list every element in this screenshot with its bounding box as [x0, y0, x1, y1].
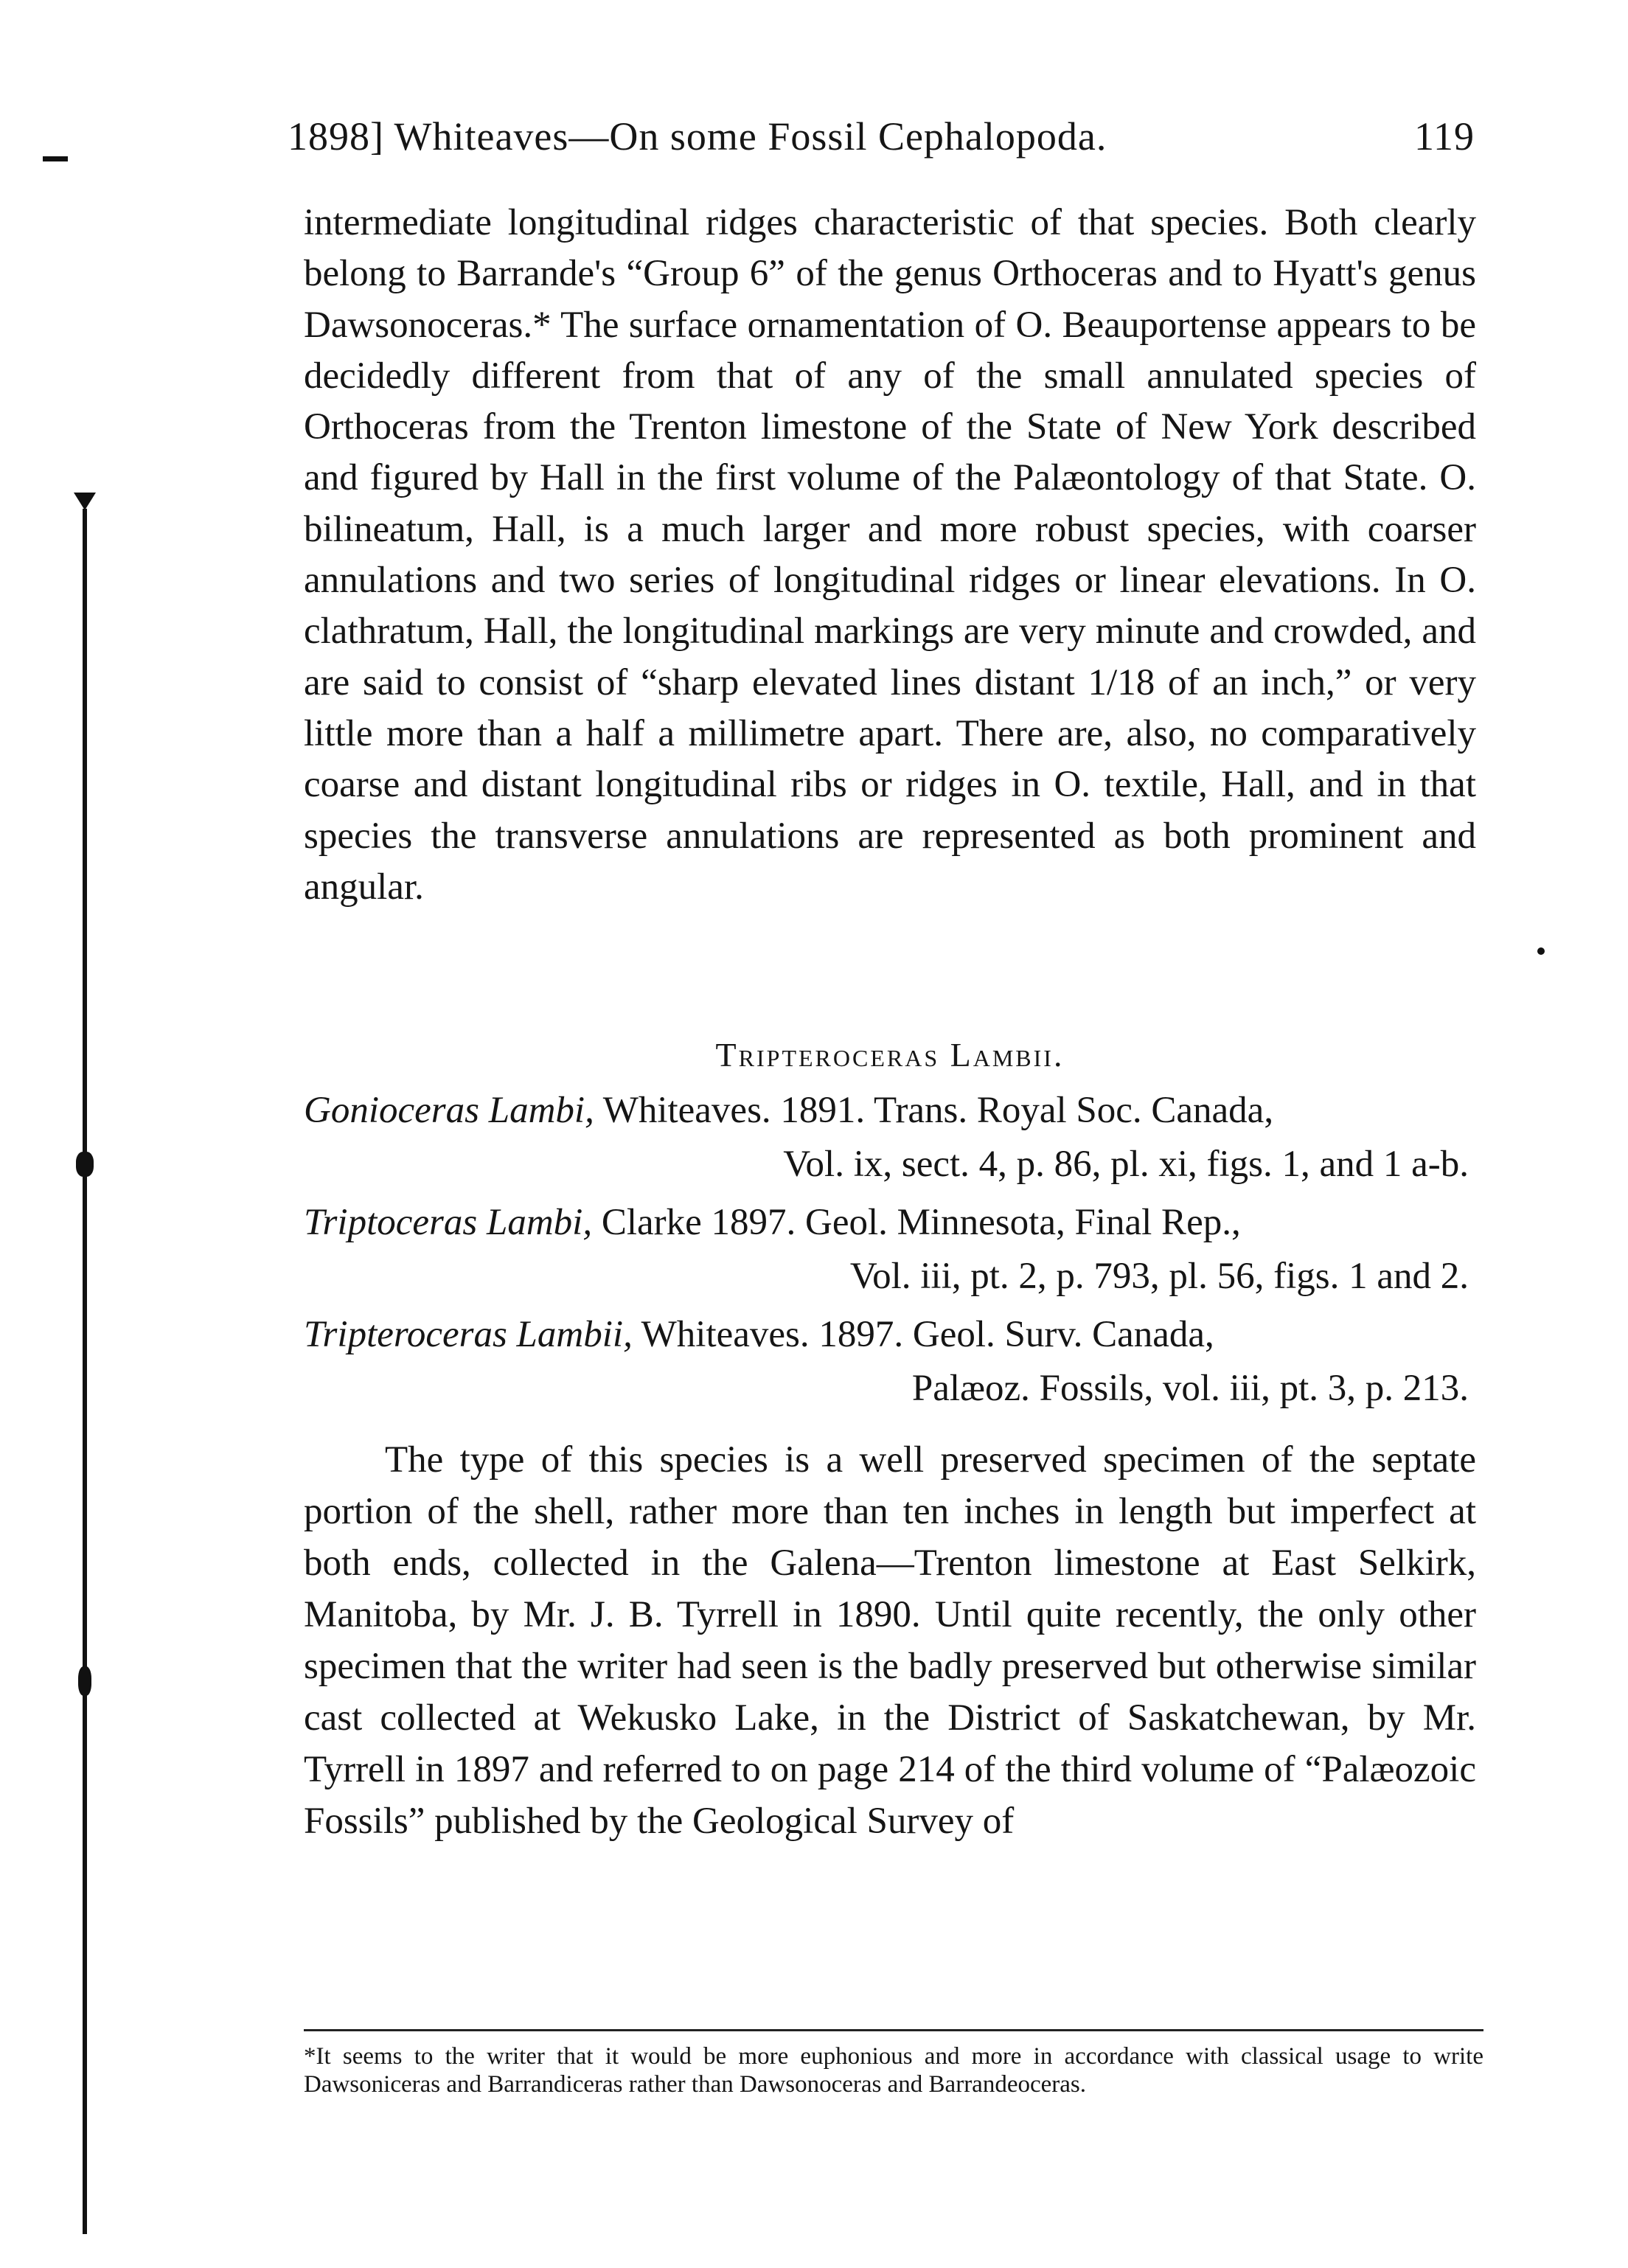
- synonymy-entry: [304, 1196, 1483, 1304]
- paragraph-text: intermediate longitudinal ridges characteristic of that species. Both clearly belong to Barrande's “Group 6” of the genus Orthoceras and to Hyatt's genus Dawsonoceras.* The surface ornamentation of O. Beauportense appears to be decidedly different from that of any of the small annulated species of Orthoceras from the Trenton limestone of the State of New York described and figured by Hall in the first volume of the Palæontology of that State. O. bilineatum, Hall, is a much larger and more robust species, with coarser annulations and two series of longitudinal ridges or linear elevations. In O. clathratum, Hall, the longitudinal markings are very minute and crowded, and are said to consist of “sharp elevated lines distant 1/18 of an inch,” or very little more than a half a millimetre apart. There are, also, no comparatively coarse and distant longitudinal ribs or ridges in O. textile, Hall, and in that species the transverse annulations are represented as both prominent and angular.: [304, 202, 1476, 908]
- body-paragraph-1: [304, 198, 1476, 913]
- taxon-name: Triptoceras Lambi,: [304, 1202, 593, 1243]
- margin-arrow-top: [74, 493, 96, 510]
- citation-line-2: Palæoz. Fossils, vol. iii, pt. 3, p. 213.: [911, 1368, 1469, 1409]
- margin-dot: [1537, 947, 1545, 955]
- synonymy-entry: [304, 1084, 1483, 1192]
- margin-knot-mark: [76, 1152, 94, 1177]
- synonymy-entry: [304, 1308, 1483, 1416]
- citation-line-2: Vol. ix, sect. 4, p. 86, pl. xi, figs. 1, and 1 a-b.: [783, 1144, 1469, 1185]
- margin-dash-mark: [43, 156, 68, 161]
- taxon-name: Gonioceras Lambi,: [304, 1090, 594, 1131]
- citation-line-2: Vol. iii, pt. 2, p. 793, pl. 56, figs. 1 and 2.: [849, 1256, 1469, 1297]
- footnote: *It seems to the writer that it would be more euphonious and more in accordance with classical usage to write Dawsoniceras and Barrandiceras rather than Dawsonoceras and Barrandeoceras.: [304, 2043, 1483, 2098]
- synonymy-list: [304, 1084, 1483, 1420]
- body-paragraph-2: [304, 1434, 1476, 1847]
- margin-knot-mark: [78, 1666, 91, 1696]
- taxon-name: Tripteroceras Lambii,: [304, 1314, 633, 1355]
- running-head-title: 1898] Whiteaves—On some Fossil Cephalopoda.: [288, 114, 1107, 159]
- section-heading: Tripteroceras Lambii.: [715, 1036, 1065, 1074]
- footnote-divider: [304, 2029, 1483, 2031]
- citation-line-1: Whiteaves. 1891. Trans. Royal Soc. Canada,: [602, 1090, 1274, 1131]
- citation-line-1: Whiteaves. 1897. Geol. Surv. Canada,: [641, 1314, 1214, 1355]
- paragraph-text: The type of this species is a well preserved specimen of the septate portion of the shell, rather more than ten inches in length but imperfect at both ends, collected in the Galena—Trenton limestone at East Selkirk, Manitoba, by Mr. J. B. Tyrrell in 1890. Until quite recently, the only other specimen that the writer had seen is the badly preserved but otherwise similar cast collected at Wekusko Lake, in the District of Saskatchewan, by Mr. Tyrrell in 1897 and referred to on page 214 of the third volume of “Palæozoic Fossils” published by the Geological Survey of: [304, 1439, 1476, 1842]
- margin-binding-line: [83, 509, 87, 2234]
- citation-line-1: Clarke 1897. Geol. Minnesota, Final Rep.,: [601, 1202, 1241, 1243]
- page-number: 119: [1414, 114, 1475, 159]
